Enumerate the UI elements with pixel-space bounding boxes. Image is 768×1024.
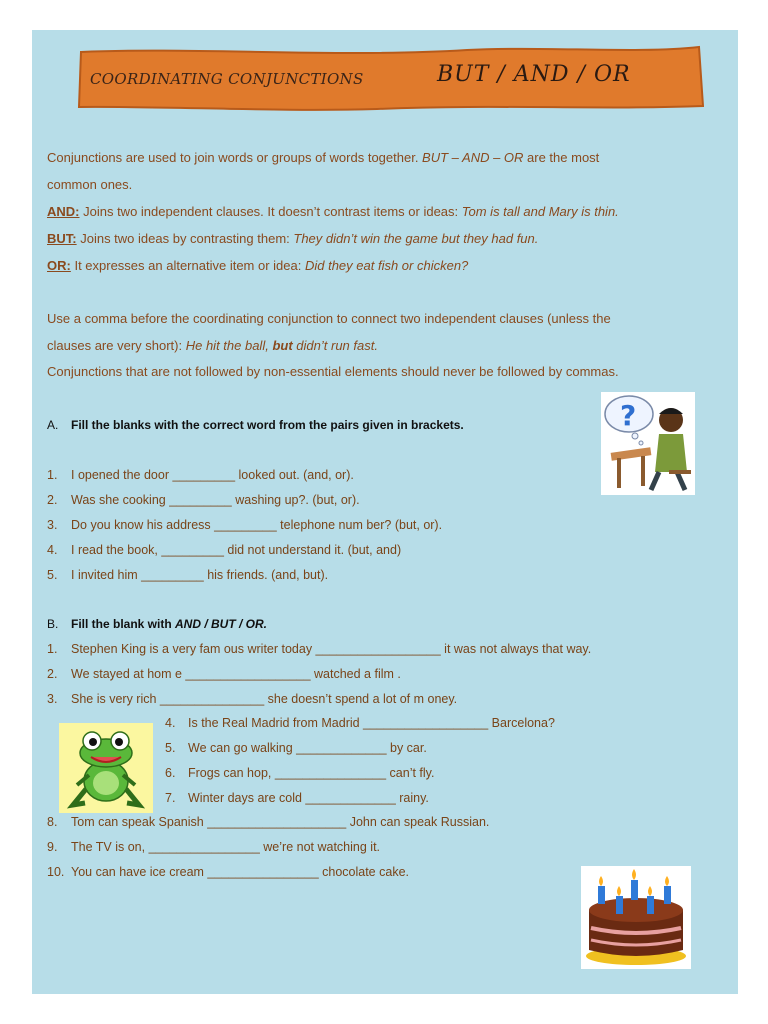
b-item-number: 10. bbox=[47, 865, 65, 879]
b-item-number: 9. bbox=[47, 840, 58, 854]
b-item-number: 3. bbox=[47, 692, 58, 706]
a-item-4: I read the book, _________ did not understand it. (but, and) bbox=[71, 543, 402, 557]
a-item-number: 2. bbox=[47, 493, 58, 507]
banner-title: BUT / AND / OR bbox=[437, 62, 631, 87]
section-a-instruction: Fill the blanks with the correct word from the pairs given in brackets. bbox=[71, 418, 464, 432]
b-item-number: 4. bbox=[165, 716, 176, 730]
b-item-number: 7. bbox=[165, 791, 176, 805]
b-item-7: Winter days are cold _____________ rainy. bbox=[188, 791, 429, 805]
birthday-cake-picture bbox=[581, 866, 691, 969]
section-b-instruction bbox=[71, 617, 267, 631]
b-item-number: 1. bbox=[47, 642, 58, 656]
b-item-4: Is the Real Madrid from Madrid __________________ Barcelona? bbox=[188, 716, 555, 730]
intro-text-end: are the most bbox=[523, 150, 600, 165]
comma-example-part-1: He hit the ball, bbox=[185, 338, 269, 353]
section-b-letter: B. bbox=[47, 617, 59, 631]
or-definition bbox=[47, 258, 717, 273]
b-item-1: Stephen King is a very fam ous writer today __________________ it was not always that way. bbox=[71, 642, 592, 656]
comma-example-bold: but bbox=[272, 338, 293, 353]
or-example: Did they eat fish or chicken? bbox=[304, 258, 469, 273]
a-item-number: 5. bbox=[47, 568, 58, 582]
thinking-student-icon bbox=[601, 392, 695, 495]
a-item-number: 1. bbox=[47, 468, 58, 482]
but-text: Joins two ideas by contrasting them: bbox=[76, 231, 294, 246]
section-b-instruction-options: AND / BUT / OR. bbox=[175, 617, 268, 631]
comma-rule-line-1: Use a comma before the coordinating conjunction to connect two independent clauses (unless the bbox=[47, 311, 611, 326]
b-item-number: 2. bbox=[47, 667, 58, 681]
a-item-2: Was she cooking _________ washing up?. (but, or). bbox=[71, 493, 360, 507]
b-item-8: Tom can speak Spanish ____________________ John can speak Russian. bbox=[71, 815, 490, 829]
a-item-5: I invited him _________ his friends. (and, but). bbox=[71, 568, 329, 582]
a-item-1: I opened the door _________ looked out. (and, or). bbox=[71, 468, 354, 482]
b-item-2: We stayed at hom e __________________ watched a film . bbox=[71, 667, 401, 681]
b-item-5: We can go walking _____________ by car. bbox=[188, 741, 427, 755]
frog-picture bbox=[59, 723, 153, 813]
and-definition bbox=[47, 204, 717, 219]
a-item-number: 4. bbox=[47, 543, 58, 557]
intro-conjunctions: BUT – AND – OR bbox=[422, 150, 524, 165]
thinking-student-picture bbox=[601, 392, 695, 495]
a-item-number: 3. bbox=[47, 518, 58, 532]
a-item-3: Do you know his address _________ telephone num ber? (but, or). bbox=[71, 518, 443, 532]
b-item-number: 6. bbox=[165, 766, 176, 780]
intro-line-1 bbox=[47, 150, 717, 165]
comma-rule-line-2 bbox=[47, 338, 717, 353]
but-example: They didn’t win the game but they had fun. bbox=[293, 231, 539, 246]
but-definition bbox=[47, 231, 717, 246]
frog-icon bbox=[59, 723, 153, 813]
but-label: BUT: bbox=[47, 231, 77, 246]
b-item-number: 8. bbox=[47, 815, 58, 829]
b-item-6: Frogs can hop, ________________ can’t fly. bbox=[188, 766, 435, 780]
intro-line-2: common ones. bbox=[47, 177, 133, 192]
intro-text: Conjunctions are used to join words or groups of words together. bbox=[47, 150, 423, 165]
section-a-letter: A. bbox=[47, 418, 59, 432]
b-item-number: 5. bbox=[165, 741, 176, 755]
comma-example-part-2: didn’t run fast. bbox=[296, 338, 378, 353]
svg-text:?: ? bbox=[620, 399, 637, 432]
birthday-cake-icon bbox=[581, 866, 691, 969]
b-item-10: You can have ice cream ________________ chocolate cake. bbox=[71, 865, 409, 879]
or-label: OR: bbox=[47, 258, 71, 273]
banner-subtitle: COORDINATING CONJUNCTIONS bbox=[90, 70, 364, 88]
and-label: AND: bbox=[47, 204, 80, 219]
b-item-9: The TV is on, ________________ we’re not watching it. bbox=[71, 840, 381, 854]
section-b-instruction-text: Fill the blank with bbox=[71, 617, 176, 631]
b-item-3: She is very rich _______________ she doesn’t spend a lot of m oney. bbox=[71, 692, 458, 706]
comma-rule-line-3: Conjunctions that are not followed by non-essential elements should never be followed by commas. bbox=[47, 364, 619, 379]
and-text: Joins two independent clauses. It doesn’t contrast items or ideas: bbox=[79, 204, 462, 219]
comma-rule-text: clauses are very short): bbox=[47, 338, 186, 353]
and-example: Tom is tall and Mary is thin. bbox=[461, 204, 619, 219]
or-text: It expresses an alternative item or idea: bbox=[70, 258, 305, 273]
